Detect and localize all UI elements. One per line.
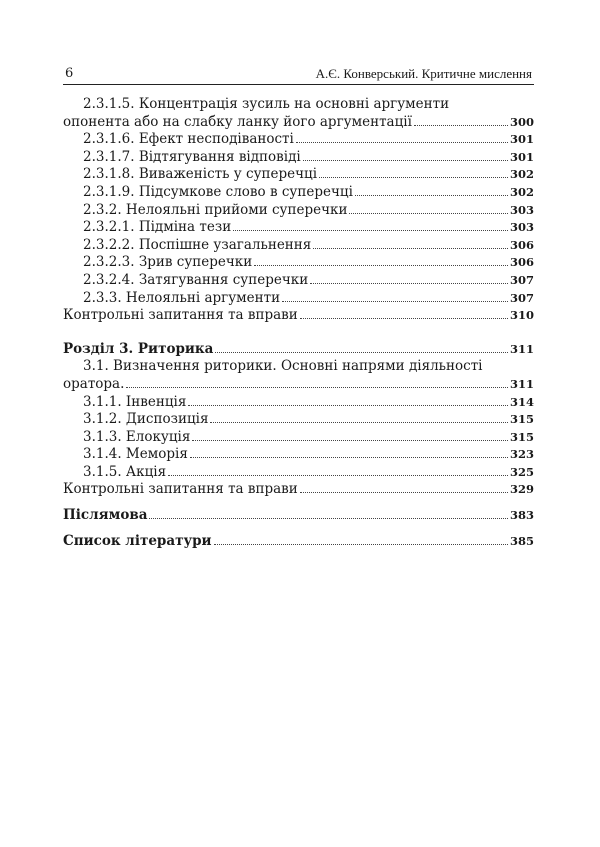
toc-entry-page: 302 bbox=[509, 184, 534, 199]
toc-entry[interactable] bbox=[63, 411, 534, 429]
toc-entry[interactable] bbox=[63, 202, 534, 220]
dot-leader bbox=[414, 125, 508, 126]
dot-leader bbox=[190, 457, 508, 458]
toc-entry[interactable] bbox=[63, 464, 534, 482]
toc-entry[interactable] bbox=[63, 237, 534, 255]
toc-entry-title: 3.1. Визначення риторики. Основні напрями діяльності bbox=[83, 358, 483, 375]
toc-entry-page: 300 bbox=[509, 114, 534, 129]
toc-entry-page: 306 bbox=[509, 237, 534, 252]
toc-entry-title: Контрольні запитання та вправи bbox=[63, 481, 298, 498]
toc-entry-title: опонента або на слабку ланку його аргументації bbox=[63, 113, 412, 130]
toc-entry-page: 303 bbox=[509, 220, 534, 235]
toc-entry-page: 325 bbox=[509, 464, 534, 479]
dot-leader bbox=[282, 301, 508, 302]
dot-leader bbox=[310, 283, 508, 284]
toc-entry[interactable] bbox=[63, 341, 534, 359]
toc-entry[interactable] bbox=[63, 429, 534, 447]
toc-entry-page: 311 bbox=[509, 376, 534, 391]
dot-leader bbox=[215, 352, 508, 353]
toc-entry[interactable] bbox=[63, 358, 534, 393]
toc-entry[interactable] bbox=[63, 131, 534, 149]
toc-entry[interactable] bbox=[63, 96, 534, 131]
dot-leader bbox=[168, 475, 508, 476]
toc-entry-title: 3.1.4. Меморія bbox=[83, 446, 188, 463]
toc-entry[interactable] bbox=[63, 254, 534, 272]
dot-leader bbox=[296, 142, 508, 143]
toc-entry-page: 307 bbox=[509, 290, 534, 305]
toc-entry-page: 383 bbox=[509, 508, 534, 523]
dot-leader bbox=[214, 544, 508, 545]
toc-entry-title: 2.3.1.6. Ефект несподіваності bbox=[83, 131, 294, 148]
toc-entry[interactable] bbox=[63, 166, 534, 184]
toc-entry-title: Післямова bbox=[63, 507, 148, 524]
toc-entry-title: 3.1.5. Акція bbox=[83, 463, 167, 480]
toc-entry-title: Розділ 3. Риторика bbox=[63, 340, 214, 357]
dot-leader bbox=[192, 440, 508, 441]
running-header bbox=[63, 66, 534, 85]
toc-entry-page: 315 bbox=[509, 429, 534, 444]
toc-entry-page: 301 bbox=[509, 132, 534, 147]
toc-entry-title: Контрольні запитання та вправи bbox=[63, 307, 298, 324]
dot-leader bbox=[254, 265, 508, 266]
toc-entry-title: 2.3.1.7. Відтягування відповіді bbox=[83, 148, 301, 165]
dot-leader bbox=[319, 177, 508, 178]
dot-leader bbox=[300, 492, 508, 493]
toc-entry-title: 2.3.1.5. Концентрація зусиль на основні аргументи bbox=[83, 96, 450, 112]
toc-entry-page: 302 bbox=[509, 167, 534, 182]
toc-entry-title: 2.3.2.1. Підміна тези bbox=[83, 219, 232, 236]
dot-leader bbox=[210, 422, 508, 423]
dot-leader bbox=[349, 213, 508, 214]
dot-leader bbox=[303, 160, 508, 161]
toc-entry[interactable] bbox=[63, 272, 534, 290]
toc-entry[interactable] bbox=[63, 149, 534, 167]
toc-entry-page: 303 bbox=[509, 202, 534, 217]
toc-entry[interactable] bbox=[63, 394, 534, 412]
dot-leader bbox=[313, 248, 508, 249]
toc-entry-title: 2.3.2.4. Затягування суперечки bbox=[83, 271, 309, 288]
toc-entry-page: 310 bbox=[509, 308, 534, 323]
toc-entry-title: 2.3.2. Нелояльні прийоми суперечки bbox=[83, 201, 348, 218]
dot-leader bbox=[355, 195, 508, 196]
toc-entry[interactable] bbox=[63, 507, 534, 525]
toc-entry[interactable] bbox=[63, 219, 534, 237]
toc-entry[interactable] bbox=[63, 184, 534, 202]
toc-entry-title: 2.3.2.3. Зрив суперечки bbox=[83, 254, 253, 271]
toc-entry-title: оратора. bbox=[63, 375, 125, 392]
toc-entry-title: Список літератури bbox=[63, 532, 212, 549]
page-number: 6 bbox=[65, 66, 74, 81]
toc-entry-title: 2.3.3. Нелояльні аргументи bbox=[83, 289, 281, 306]
toc-entry[interactable] bbox=[63, 307, 534, 325]
toc-entry-page: 385 bbox=[509, 533, 534, 548]
dot-leader bbox=[300, 318, 508, 319]
toc-entry[interactable] bbox=[63, 446, 534, 464]
toc-entry-page: 314 bbox=[509, 394, 534, 409]
toc-entry-page: 307 bbox=[509, 272, 534, 287]
running-title: А.Є. Конверський. Критичне мислення bbox=[315, 66, 532, 81]
toc-entry-page: 315 bbox=[509, 412, 534, 427]
toc-entry[interactable] bbox=[63, 481, 534, 499]
toc-entry-title: 2.3.1.9. Підсумкове слово в суперечці bbox=[83, 183, 353, 200]
dot-leader bbox=[188, 405, 508, 406]
toc-entry-title: 2.3.1.8. Виваженість у суперечці bbox=[83, 166, 318, 183]
toc-entry-page: 323 bbox=[509, 447, 534, 462]
toc-entry-page: 329 bbox=[509, 482, 534, 497]
dot-leader bbox=[233, 230, 508, 231]
table-of-contents bbox=[63, 96, 534, 550]
toc-entry-page: 306 bbox=[509, 255, 534, 270]
toc-entry-page: 301 bbox=[509, 149, 534, 164]
toc-entry[interactable] bbox=[63, 290, 534, 308]
toc-entry-title: 3.1.3. Елокуція bbox=[83, 428, 191, 445]
toc-entry[interactable] bbox=[63, 533, 534, 551]
toc-entry-title: 3.1.2. Диспозиція bbox=[83, 411, 209, 428]
dot-leader bbox=[149, 518, 508, 519]
dot-leader bbox=[126, 387, 508, 388]
toc-entry-title: 3.1.1. Інвенція bbox=[83, 393, 187, 410]
toc-entry-title: 2.3.2.2. Поспішне узагальнення bbox=[83, 236, 312, 253]
toc-entry-page: 311 bbox=[509, 341, 534, 356]
